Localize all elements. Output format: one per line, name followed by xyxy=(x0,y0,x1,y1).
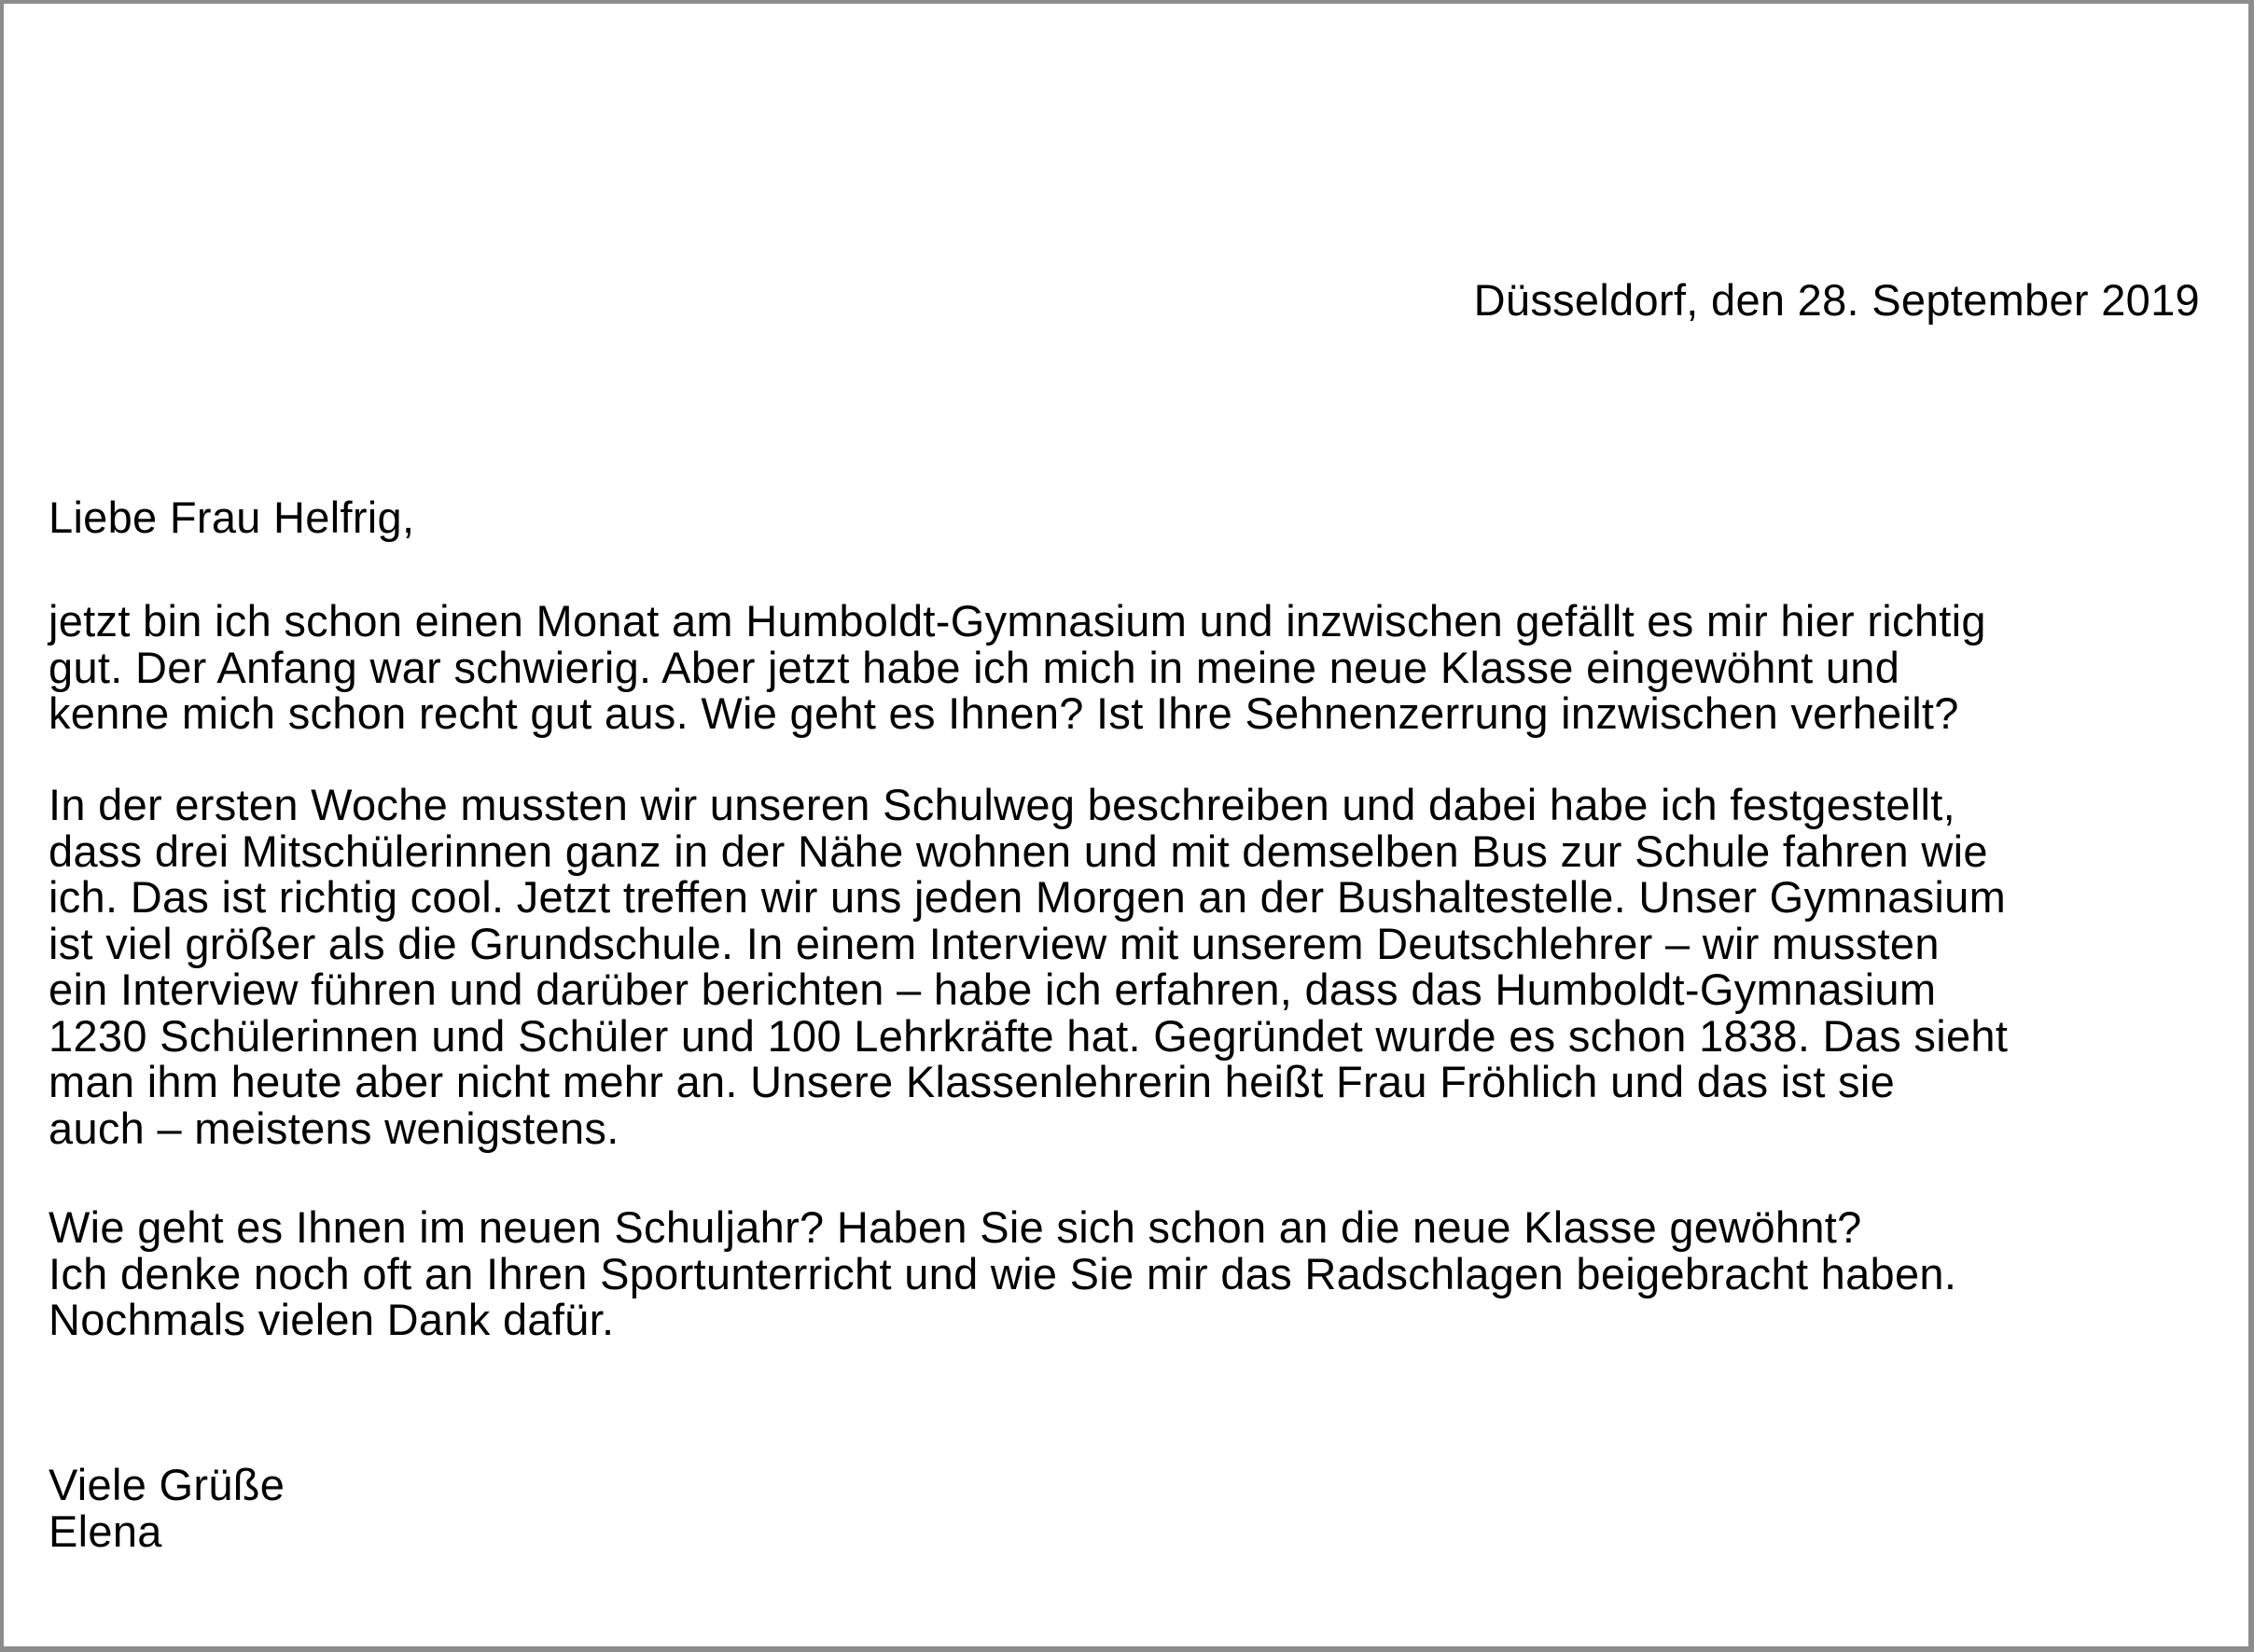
letter-signature: Elena xyxy=(49,1506,162,1556)
letter-closing: Viele Grüße xyxy=(49,1460,285,1509)
text-line: dass drei Mitschülerinnen ganz in der Nähe wohnen und mit demselben Bus zur Schule fahren wie xyxy=(49,826,1988,876)
text-line: Wie geht es Ihnen im neuen Schuljahr? Haben Sie sich schon an die neue Klasse gewöhnt? xyxy=(49,1202,1862,1252)
letter-closing-block xyxy=(49,1462,285,1554)
text-line: gut. Der Anfang war schwierig. Aber jetzt habe ich mich in meine neue Klasse eingewöhnt und xyxy=(49,642,1900,692)
text-line: Ich denke noch oft an Ihren Sportunterricht und wie Sie mir das Radschlagen beigebracht haben. xyxy=(49,1248,1957,1298)
paragraph-school-report xyxy=(49,782,2008,1151)
text-line: auch – meistens wenigstens. xyxy=(49,1103,619,1153)
text-line: 1230 Schülerinnen und Schüler und 100 Lehrkräfte hat. Gegründet wurde es schon 1838. Das sieht xyxy=(49,1010,2009,1061)
letter-salutation: Liebe Frau Helfrig, xyxy=(49,493,415,542)
text-line: man ihm heute aber nicht mehr an. Unsere Klassenlehrerin heißt Frau Fröhlich und das ist sie xyxy=(49,1057,1896,1106)
text-line: ein Interview führen und darüber berichten – habe ich erfahren, dass das Humboldt-Gymnasium xyxy=(49,965,1937,1014)
letter-date: Düsseldorf, den 28. September 2019 xyxy=(1473,275,2200,325)
paragraph-questions xyxy=(49,1204,1956,1343)
text-line: Nochmals vielen Dank dafür. xyxy=(49,1295,615,1344)
text-line: In der ersten Woche mussten wir unseren Schulweg beschreiben und dabei habe ich festgestellt, xyxy=(49,780,1955,829)
text-line: jetzt bin ich schon einen Monat am Humboldt-Gymnasium und inzwischen gefällt es mir hier richtig xyxy=(49,596,1986,646)
text-line: kenne mich schon recht gut aus. Wie geht es Ihnen? Ist Ihre Sehnenzerrung inzwischen verheilt? xyxy=(49,688,1959,738)
paragraph-intro xyxy=(49,598,1986,737)
text-line: ich. Das ist richtig cool. Jetzt treffen wir uns jeden Morgen an der Bushaltestelle. Unser Gymnasium xyxy=(49,872,2007,922)
text-line: ist viel größer als die Grundschule. In einem Interview mit unserem Deutschlehrer – wir mussten xyxy=(49,918,1940,968)
